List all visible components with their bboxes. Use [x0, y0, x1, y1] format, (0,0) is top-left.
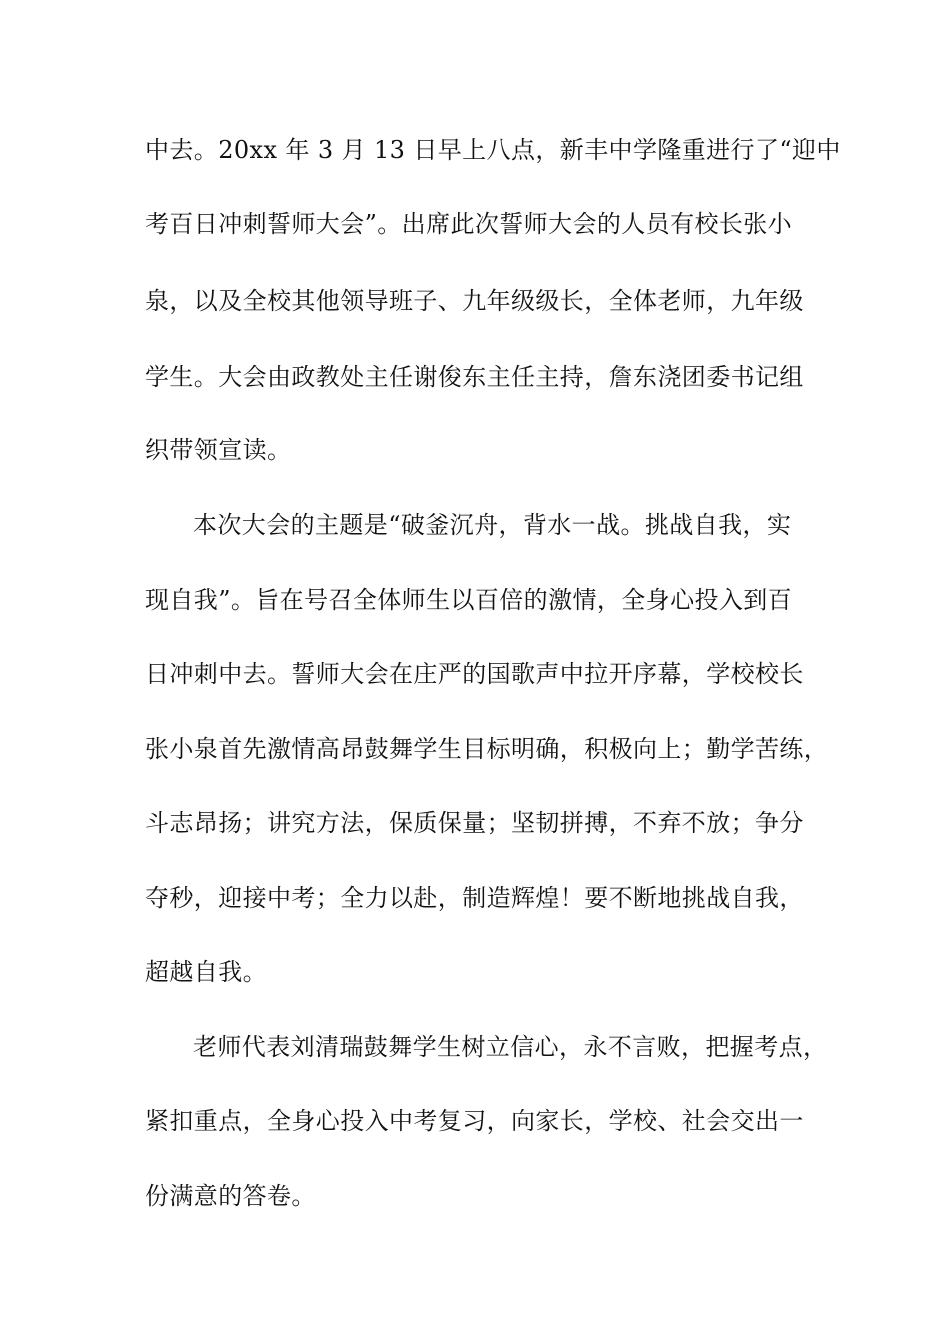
text-line: 日冲刺中去。誓师大会在庄严的国歌声中拉开序幕，学校校长: [145, 660, 804, 688]
paragraph-first-line: 本次大会的主题是“破釜沉舟，背水一战。挑战自我，实: [193, 511, 792, 539]
text-line: 超越自我。: [145, 958, 267, 986]
paragraph-first-line: 老师代表刘清瑞鼓舞学生树立信心，永不言败，把握考点，: [193, 1033, 828, 1061]
text-line: 考百日冲刺誓师大会”。出席此次誓师大会的人员有校长张小: [145, 210, 793, 238]
text-line: 泉，以及全校其他领导班子、九年级级长，全体老师，九年级: [145, 287, 804, 315]
text-line: 现自我”。旨在号召全体师生以百倍的激情，全身心投入到百: [145, 586, 793, 614]
text-line: 张小泉首先激情高昂鼓舞学生目标明确，积极向上；勤学苦练，: [145, 735, 829, 763]
text-line: 斗志昂扬；讲究方法，保质保量；坚韧拼搏，不弃不放；争分: [145, 809, 804, 837]
text-line: 学生。大会由政教处主任谢俊东主任主持，詹东浇团委书记组: [145, 363, 804, 391]
text-line: 紧扣重点，全身心投入中考复习，向家长，学校、社会交出一: [145, 1107, 804, 1135]
text-line: 份满意的答卷。: [145, 1182, 316, 1210]
text-line: 织带领宣读。: [145, 436, 292, 464]
text-line: 中去。20xx 年 3 月 13 日早上八点，新丰中学隆重进行了“迎中: [145, 136, 841, 164]
text-line: 夺秒，迎接中考；全力以赴，制造辉煌！要不断地挑战自我，: [145, 884, 804, 912]
